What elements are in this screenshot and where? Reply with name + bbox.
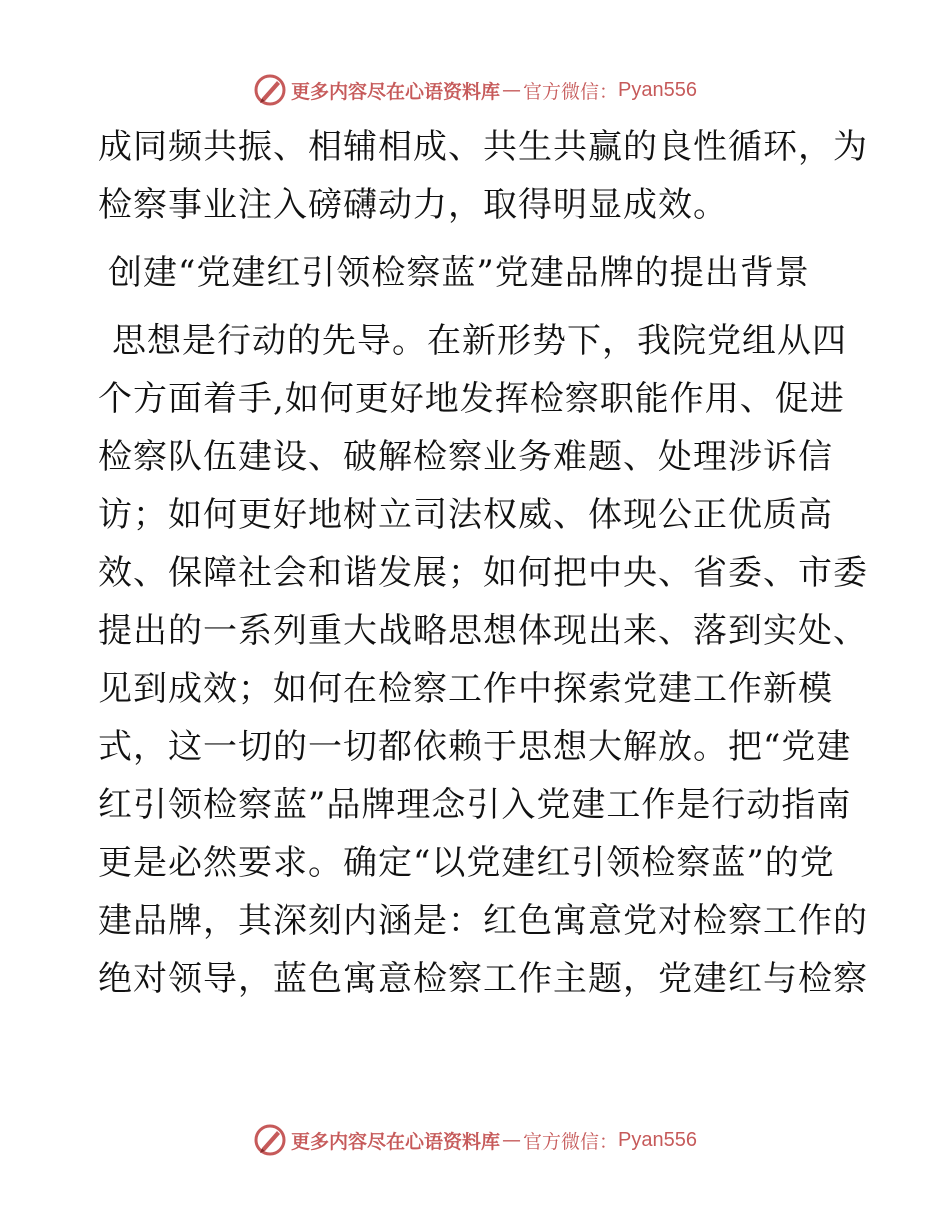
text-line: 个方面着手,如何更好地发挥检察职能作用、促进 [98,379,845,419]
footer-banner [0,1120,950,1160]
text-line: 红引领检察蓝”品牌理念引入党建工作是行动指南 [98,785,852,825]
text-line: 思想是行动的先导。在新形势下，我院党组从四 [112,321,847,361]
pen-circle-icon [253,1123,287,1157]
text-line: 见到成效；如何在检察工作中探索党建工作新模 [98,669,833,709]
banner-separator: — [502,1129,522,1151]
header-banner [0,70,950,110]
text-line: 绝对领导，蓝色寓意检察工作主题，党建红与检察 [98,959,868,999]
text-line: 检察事业注入磅礴动力，取得明显成效。 [98,185,728,225]
text-line: 成同频共振、相辅相成、共生共赢的良性循环，为 [98,127,868,167]
document-body [98,118,868,1008]
wechat-label: 官方微信： [523,1130,619,1153]
wechat-label: 官方微信： [523,80,619,103]
banner-text: 更多内容尽在心语资料库 [291,80,501,103]
pen-circle-icon [253,73,287,107]
text-line: 式，这一切的一切都依赖于思想大解放。把“党建 [98,727,852,767]
section-heading: 创建“党建红引领检察蓝”党建品牌的提出背景 [108,253,810,293]
text-line: 更是必然要求。确定“以党建红引领检察蓝”的党 [98,843,835,883]
text-line: 提出的一系列重大战略思想体现出来、落到实处、 [98,611,868,651]
text-line: 效、保障社会和谐发展；如何把中央、省委、市委 [98,553,868,593]
text-line: 访；如何更好地树立司法权威、体现公正优质高 [98,495,833,535]
banner-separator: — [502,79,522,101]
text-line: 建品牌，其深刻内涵是：红色寓意党对检察工作的 [98,901,868,941]
wechat-id: Pyan556 [618,1128,697,1151]
banner-text: 更多内容尽在心语资料库 [291,1130,501,1153]
text-line: 检察队伍建设、破解检察业务难题、处理涉诉信 [98,437,833,477]
wechat-id: Pyan556 [618,78,697,101]
